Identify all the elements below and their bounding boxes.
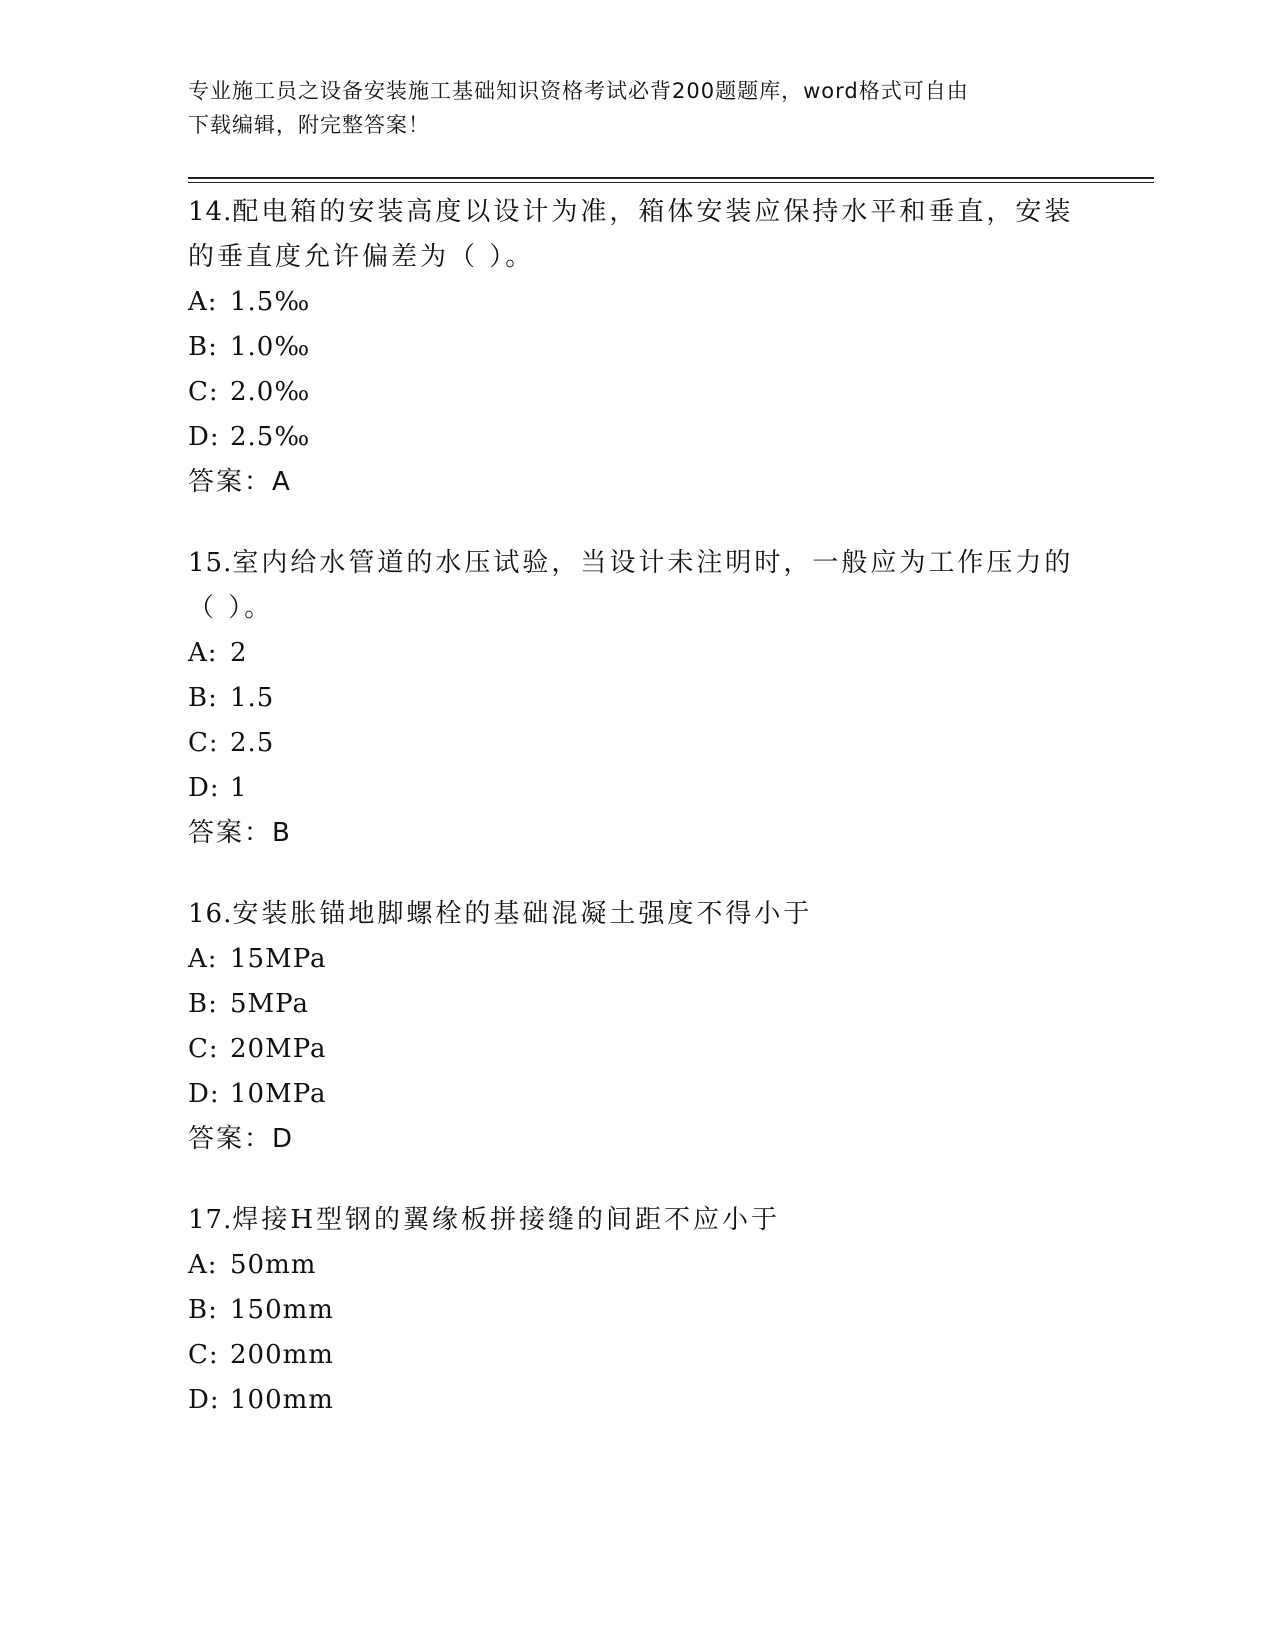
option-letter: D: [188, 773, 220, 803]
option-text: 15MPa [230, 944, 327, 974]
question-number: 14. [188, 197, 233, 227]
option-c [188, 721, 1088, 766]
question-list [188, 190, 1088, 1459]
question-16 [188, 892, 1088, 1162]
answer-line: 答案：A [188, 467, 292, 497]
option-a [188, 1243, 1088, 1288]
option-text: 2.5‰ [230, 422, 311, 452]
option-c [188, 1333, 1088, 1378]
option-letter: B: [188, 989, 218, 1019]
question-14 [188, 190, 1088, 505]
question-stem [188, 892, 1088, 937]
option-b [188, 982, 1088, 1027]
option-text: 5MPa [230, 989, 309, 1019]
option-letter: D: [188, 422, 220, 452]
question-text: 配电箱的安装高度以设计为准，箱体安装应保持水平和垂直，安装的垂直度允许偏差为（ ）。 [188, 197, 1074, 272]
option-letter: A: [188, 1250, 218, 1280]
option-letter: B: [188, 1295, 218, 1325]
option-letter: D: [188, 1385, 220, 1415]
option-b [188, 1288, 1088, 1333]
question-stem [188, 190, 1088, 280]
option-text: 100mm [230, 1385, 334, 1415]
option-letter: A: [188, 638, 218, 668]
option-letter: C: [188, 1034, 219, 1064]
header-line-1: 专业施工员之设备安装施工基础知识资格考试必背200题题库，word格式可自由 [188, 79, 969, 103]
option-d [188, 415, 1088, 460]
question-text: 安装胀锚地脚螺栓的基础混凝土强度不得小于 [232, 899, 813, 929]
option-text: 2.5 [230, 728, 275, 758]
option-letter: C: [188, 1340, 219, 1370]
option-text: 2 [230, 638, 248, 668]
question-17 [188, 1198, 1088, 1423]
option-text: 50mm [230, 1250, 317, 1280]
answer-line: 答案：B [188, 818, 292, 848]
option-d [188, 1378, 1088, 1423]
option-b [188, 325, 1088, 370]
answer-line: 答案：D [188, 1124, 295, 1154]
header-divider-thick [188, 177, 1154, 179]
question-number: 17. [188, 1205, 233, 1235]
option-letter: D: [188, 1079, 220, 1109]
header-divider-thin [188, 182, 1154, 183]
option-a [188, 937, 1088, 982]
option-d [188, 766, 1088, 811]
question-number: 15. [188, 548, 233, 578]
option-b [188, 676, 1088, 721]
option-letter: C: [188, 377, 219, 407]
option-text: 1.5 [230, 683, 275, 713]
option-text: 1.5‰ [230, 287, 311, 317]
option-text: 150mm [230, 1295, 334, 1325]
option-text: 1 [230, 773, 248, 803]
option-letter: B: [188, 332, 218, 362]
option-d [188, 1072, 1088, 1117]
header-line-2: 下载编辑，附完整答案！ [188, 113, 430, 137]
question-text: 焊接H型钢的翼缘板拼接缝的间距不应小于 [232, 1205, 781, 1235]
question-stem [188, 1198, 1088, 1243]
question-text: 室内给水管道的水压试验，当设计未注明时，一般应为工作压力的（ ）。 [188, 548, 1074, 623]
option-letter: B: [188, 683, 218, 713]
option-text: 10MPa [230, 1079, 327, 1109]
question-stem [188, 541, 1088, 631]
option-a [188, 631, 1088, 676]
document-header [188, 74, 1088, 142]
option-a [188, 280, 1088, 325]
option-text: 20MPa [230, 1034, 327, 1064]
question-number: 16. [188, 899, 233, 929]
option-c [188, 1027, 1088, 1072]
option-letter: A: [188, 287, 218, 317]
option-text: 200mm [230, 1340, 334, 1370]
option-text: 1.0‰ [230, 332, 311, 362]
option-letter: C: [188, 728, 219, 758]
option-letter: A: [188, 944, 218, 974]
question-15 [188, 541, 1088, 856]
option-c [188, 370, 1088, 415]
option-text: 2.0‰ [230, 377, 311, 407]
